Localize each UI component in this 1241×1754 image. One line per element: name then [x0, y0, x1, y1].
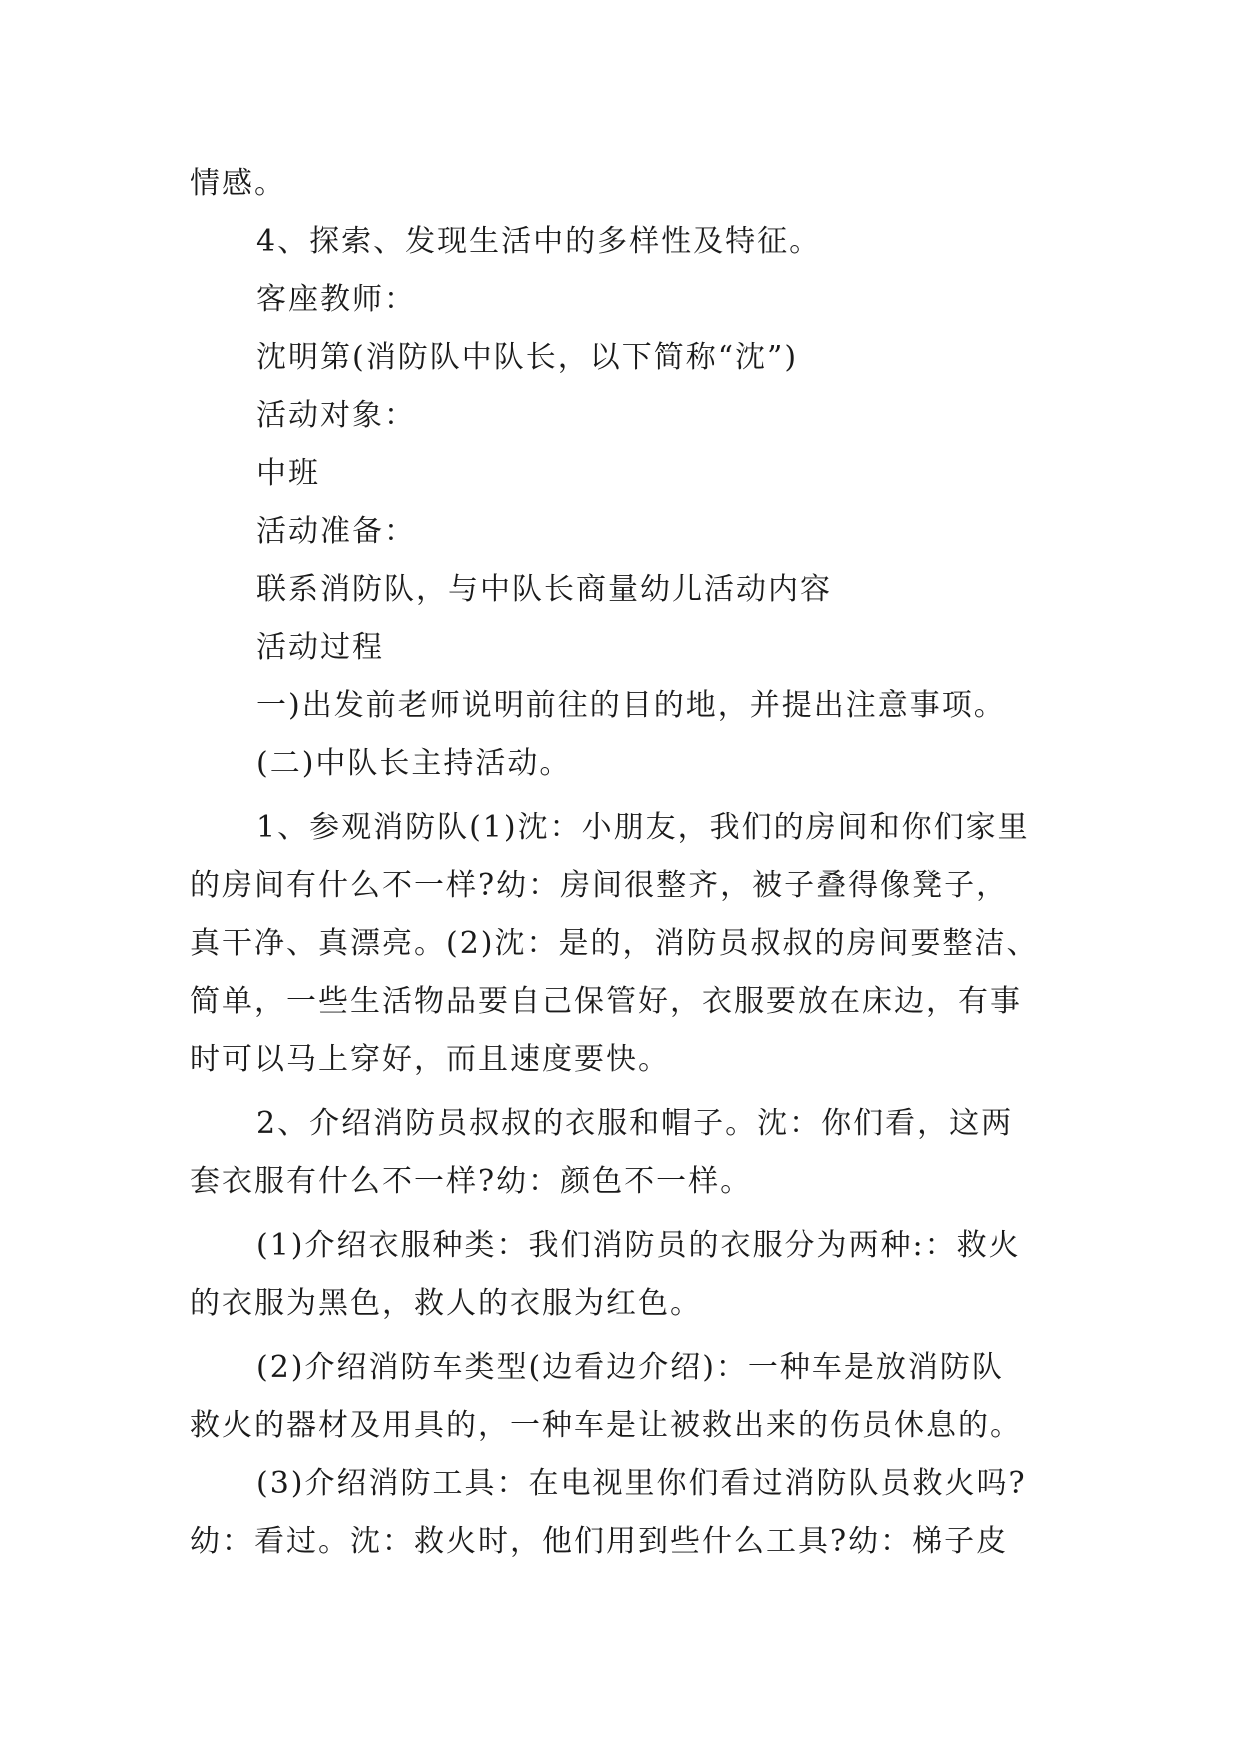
- text-line: 的衣服为黑色，救人的衣服为红色。: [190, 1286, 702, 1321]
- text-line: 2、介绍消防员叔叔的衣服和帽子。沈：你们看，这两: [256, 1106, 1014, 1141]
- text-line: (1)介绍衣服种类：我们消防员的衣服分为两种:：救火: [256, 1228, 1021, 1263]
- text-line: 一)出发前老师说明前往的目的地，并提出注意事项。: [256, 688, 1006, 723]
- text-line: 救火的器材及用具的，一种车是让被救出来的伤员休息的。: [190, 1408, 1022, 1443]
- text-line: 活动对象：: [256, 398, 416, 433]
- text-line: 真干净、真漂亮。(2)沈：是的，消防员叔叔的房间要整洁、: [190, 926, 1039, 961]
- text-line: 套衣服有什么不一样?幼：颜色不一样。: [190, 1164, 753, 1199]
- text-line: (3)介绍消防工具：在电视里你们看过消防队员救火吗?: [256, 1466, 1027, 1501]
- text-line: (2)介绍消防车类型(边看边介绍)：一种车是放消防队: [256, 1350, 1004, 1385]
- text-line: 时可以马上穿好，而且速度要快。: [190, 1042, 670, 1077]
- text-line: 联系消防队，与中队长商量幼儿活动内容: [256, 572, 832, 607]
- text-line: 1、参观消防队(1)沈：小朋友，我们的房间和你们家里: [256, 810, 1030, 845]
- text-line: 情感。: [190, 166, 286, 201]
- text-line: (二)中队长主持活动。: [256, 746, 572, 781]
- text-line: 客座教师：: [256, 282, 416, 317]
- text-line: 中班: [256, 456, 320, 491]
- text-line: 4、探索、发现生活中的多样性及特征。: [256, 224, 822, 259]
- text-line: 的房间有什么不一样?幼：房间很整齐，被子叠得像凳子，: [190, 868, 1009, 903]
- text-line: 活动准备：: [256, 514, 416, 549]
- text-line: 活动过程: [256, 630, 384, 665]
- text-line: 简单，一些生活物品要自己保管好，衣服要放在床边，有事: [190, 984, 1022, 1019]
- text-line: 沈明第(消防队中队长，以下简称“沈”): [256, 340, 799, 375]
- text-line: 幼：看过。沈：救火时，他们用到些什么工具?幼：梯子皮: [190, 1524, 1009, 1559]
